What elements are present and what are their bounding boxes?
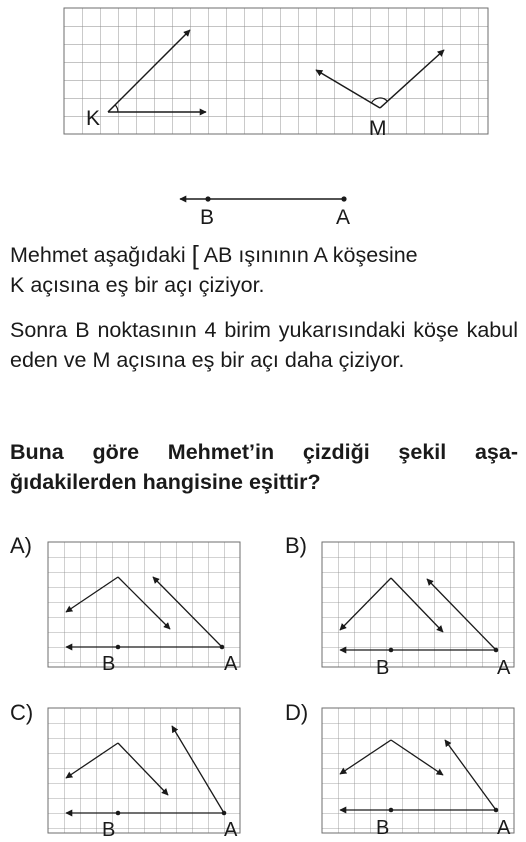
option-c-figure: [48, 708, 240, 841]
option-a-figure: [48, 542, 240, 675]
point-b: [205, 196, 210, 201]
option-b-grid: [322, 542, 514, 667]
option-d-label[interactable]: D): [285, 700, 309, 725]
option-d-grid: [322, 708, 514, 833]
problem-line1-end: AB ışınının A köşesine: [203, 243, 418, 267]
option-d-point-b: [389, 808, 394, 813]
label-b: B: [200, 206, 215, 229]
option-c-point-b: [116, 811, 121, 816]
label-m: M: [369, 117, 387, 140]
top-grid: [64, 8, 488, 134]
option-b-label-b: B: [376, 657, 390, 679]
label-a: A: [336, 206, 351, 229]
option-a-point-b: [116, 645, 121, 650]
question-text: Buna göre Mehmet’in çizdiği şekil aşa-ğıdakilerden hangisine eşittir?: [10, 440, 518, 494]
problem-line2: K açısına eş bir açı çiziyor.: [10, 273, 265, 297]
option-d-figure: [322, 708, 514, 839]
option-c-label-b: B: [102, 819, 116, 841]
problem-line1-start: Mehmet aşağıdaki: [10, 243, 186, 267]
problem-paragraph-2: Sonra B noktasının 4 birim yukarısındaki köşe kabul eden ve M açısına eş bir açı daha çiziyor.: [10, 318, 518, 372]
option-a-label-b: B: [102, 653, 116, 675]
option-d-label-a: A: [497, 817, 511, 839]
ray-ab-figure: [180, 196, 350, 229]
option-d-label-b: B: [376, 817, 390, 839]
option-b-label-a: A: [497, 657, 511, 679]
option-b-point-b: [389, 648, 394, 653]
option-c-label[interactable]: C): [10, 700, 34, 725]
option-b-figure: [322, 542, 514, 679]
option-c-label-a: A: [224, 819, 238, 841]
point-a: [341, 196, 346, 201]
problem-paragraph-1: [10, 238, 518, 300]
option-a-label-a: A: [224, 653, 238, 675]
label-k: K: [86, 107, 101, 130]
ray-bracket-symbol: [: [191, 240, 199, 270]
top-grid-figure: [64, 8, 488, 140]
option-b-label[interactable]: B): [285, 533, 307, 558]
option-a-label[interactable]: A): [10, 533, 32, 558]
